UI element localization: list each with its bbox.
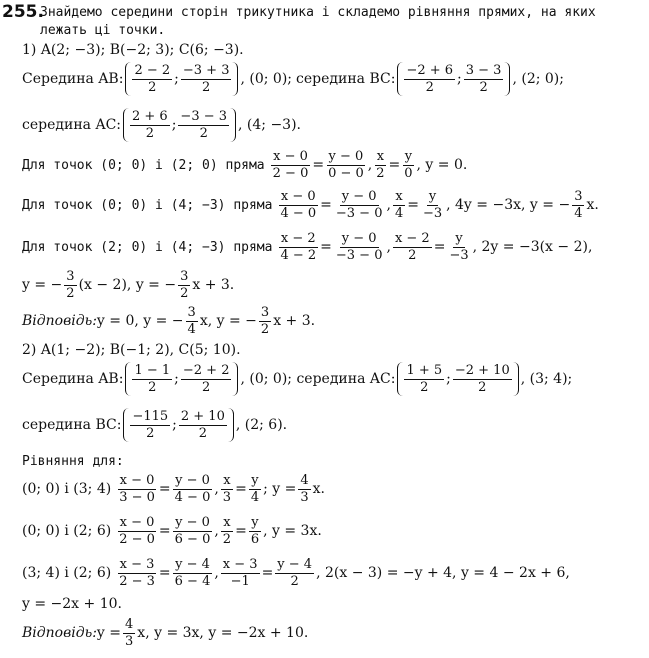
mid-ab-coords: $\frac{2 - 2}{2}$ ; $\frac{-3 + 3}{2}$ — [125, 62, 238, 96]
mid-ab-label: Середина AB: — [22, 71, 124, 88]
intro-line-2: лежать ці точки. — [40, 23, 166, 38]
part1-midpoints-ab-bc: Середина AB: $\frac{2 - 2}{2}$ ; $\frac{-3 + 3}{2}$ , (0; 0); середина BC: $\frac{-2 + 6}{2}$ ; $\frac{3 - 3}{2}$ , (2; 0); — [22, 63, 564, 95]
part2-midpoints-ab-ac: Середина AB: $\frac{1 - 1}{2}$ ; $\frac{-2 + 2}{2}$ , (0; 0); середина AC: $\frac{1 + 5}{2}$ ; $\frac{-2 + 10}{2}$ , (3; 4); — [22, 363, 573, 395]
part2-eq-3-cont: y = −2x + 10. — [22, 596, 122, 612]
part1-midpoint-ac: середина AC: $\frac{2 + 6}{2}$ ; $\frac{-3 - 3}{2}$ , (4; −3). — [22, 109, 302, 141]
part2-answer: Відповідь: y = $\frac{4}{3}$ x, y = 3x, y = −2x + 10. — [22, 617, 309, 649]
part2-eq-header: Рівняння для: — [22, 454, 124, 469]
part1-line-2: Для точок (0; 0) і (4; −3) пряма $\frac{x - 0}{4 - 0}$ = $\frac{y - 0}{-3 - 0}$ , $\frac{x}{4}$ = $\frac{y}{-3}$ , 4y = −3x, y = − $\frac{3}{4}$ x. — [22, 189, 599, 221]
part2-midpoint-bc: середина BC: $\frac{-115}{2}$ ; $\frac{2 + 10}{2}$ , (2; 6). — [22, 409, 288, 441]
part1-answer: Відповідь: y = 0, y = − $\frac{3}{4}$ x, y = − $\frac{3}{2}$ x + 3. — [22, 305, 316, 337]
part2-eq-3: (3; 4) і (2; 6) $\frac{x - 3}{2 - 3}$ = $\frac{y - 4}{6 - 4}$ , $\frac{x - 3}{-1}$ = $\frac{y - 4}{2}$ , 2(x − 3) = −y + 4, y = 4 − 2x + 6, — [22, 557, 570, 589]
part2-eq-2: (0; 0) і (2; 6) $\frac{x - 0}{2 - 0}$ = $\frac{y - 0}{6 - 0}$ , $\frac{x}{2}$ = $\frac{y}{6}$ , y = 3x. — [22, 515, 322, 547]
part1-line-1: Для точок (0; 0) і (2; 0) пряма $\frac{x - 0}{2 - 0}$ = $\frac{y - 0}{0 - 0}$ , $\frac{x}{2}$ = $\frac{y}{0}$ , y = 0. — [22, 149, 468, 181]
answer-label: Відповідь: — [22, 313, 97, 330]
part1-line-3: Для точок (2; 0) і (4; −3) пряма $\frac{x - 2}{4 - 2}$ = $\frac{y - 0}{-3 - 0}$ , $\frac{x - 2}{2}$ = $\frac{y}{-3}$ , 2y = −3(x − 2), — [22, 231, 593, 263]
mid-bc-coords: $\frac{-2 + 6}{2}$ ; $\frac{3 - 3}{2}$ — [397, 62, 510, 96]
part2-eq-1: (0; 0) і (3; 4) $\frac{x - 0}{3 - 0}$ = $\frac{y - 0}{4 - 0}$ , $\frac{x}{3}$ = $\frac{y}{4}$ ; y = $\frac{4}{3}$ x. — [22, 473, 325, 505]
part1-label: 1) A(2; −3); B(−2; 3); C(6; −3). — [22, 42, 244, 58]
problem-number: 255. — [2, 2, 44, 22]
mid-bc-label: середина BC: — [296, 71, 396, 88]
part1-line-3-cont: y = − $\frac{3}{2}$ (x − 2), y = − $\frac{3}{2}$ x + 3. — [22, 269, 235, 301]
part2-label: 2) A(1; −2); B(−1; 2), C(5; 10). — [22, 342, 241, 358]
intro-line-1: Знайдемо середини сторін трикутника і складемо рівняння прямих, на яких — [40, 5, 596, 20]
